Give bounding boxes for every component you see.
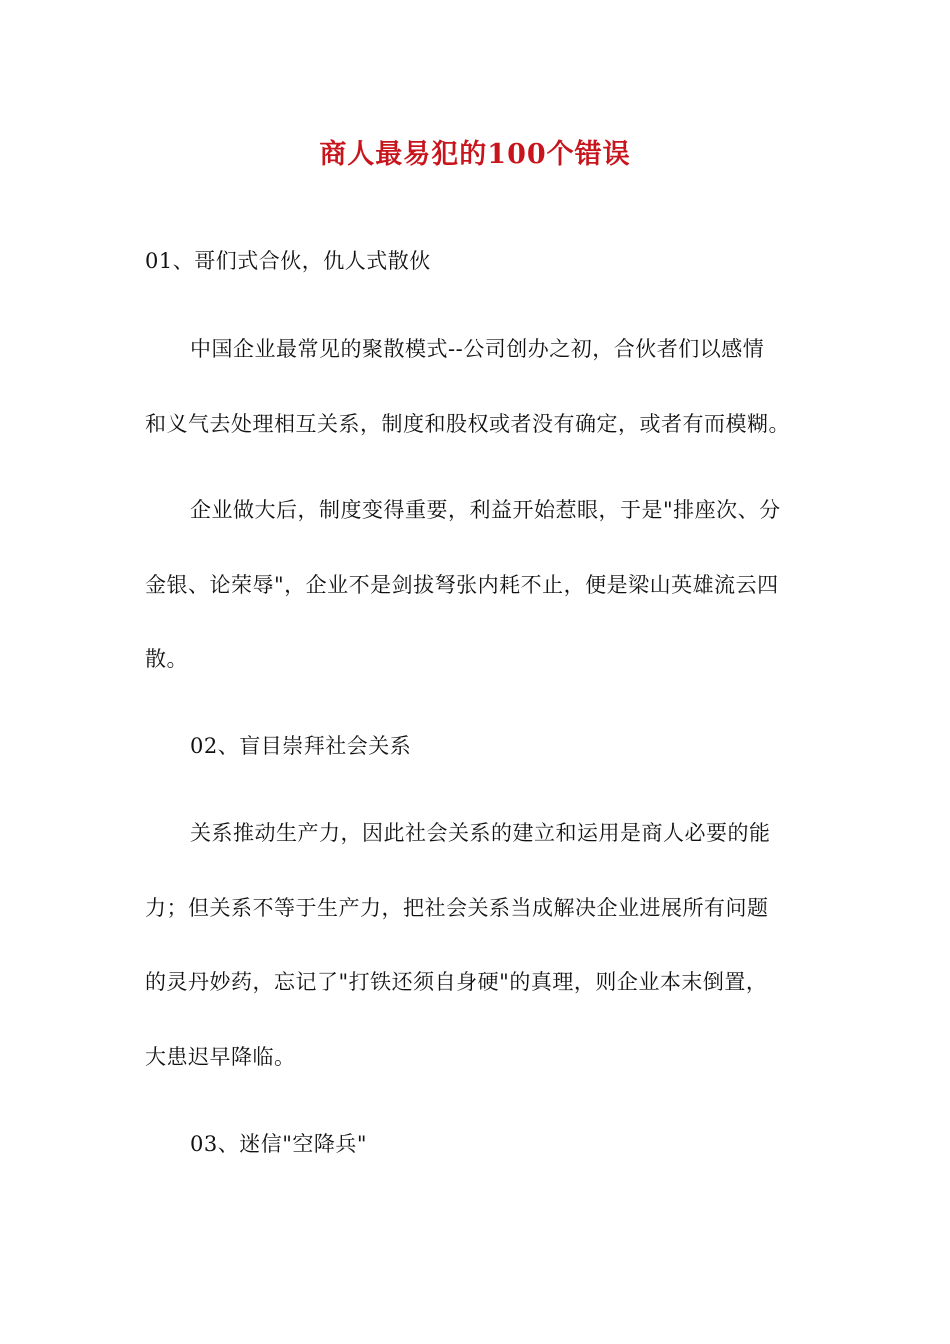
paragraph-line: 力；但关系不等于生产力，把社会关系当成解决企业进展所有问题 (145, 896, 769, 920)
paragraph-line: 大患迟早降临。 (145, 1045, 296, 1069)
paragraph-line: 散。 (145, 647, 188, 671)
paragraph-line: 的灵丹妙药，忘记了"打铁还须自身硬"的真理，则企业本末倒置， (145, 970, 768, 994)
paragraph-line: 企业做大后，制度变得重要，利益开始惹眼，于是"排座次、分 (190, 498, 781, 522)
section-heading-01: 01、哥们式合伙，仇人式散伙 (145, 249, 431, 273)
paragraph-line: 和义气去处理相互关系，制度和股权或者没有确定，或者有而模糊。 (145, 412, 790, 436)
document-title: 商人最易犯的100个错误 (319, 139, 631, 170)
section-heading-02: 02、盲目崇拜社会关系 (190, 734, 412, 758)
section-heading-03: 03、迷信"空降兵" (190, 1132, 368, 1156)
paragraph-line: 中国企业最常见的聚散模式--公司创办之初，合伙者们以感情 (190, 337, 765, 361)
paragraph-line: 关系推动生产力，因此社会关系的建立和运用是商人必要的能 (190, 821, 771, 845)
paragraph-line: 金银、论荣辱"，企业不是剑拔弩张内耗不止，便是梁山英雄流云四 (145, 573, 779, 597)
